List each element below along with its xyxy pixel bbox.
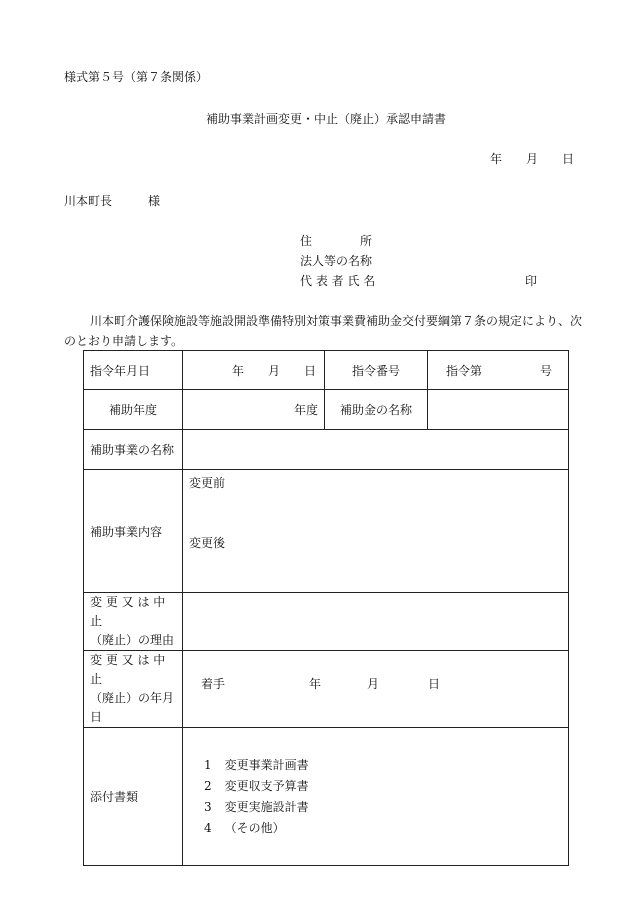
before-change-label: 変更前 [189,476,226,490]
change-reason-label-line2: （廃止）の理由 [90,633,175,647]
address-label: 住 所 [300,234,373,248]
attachment-list [189,755,562,839]
document-title: 補助事業計画変更・中止（廃止）承認申請書 [206,112,447,126]
attachments-label: 添付書類 [84,728,183,866]
attachment-number: 3 [204,799,212,814]
project-name-label: 補助事業の名称 [84,430,183,470]
order-no-label: 指令番号 [325,351,428,390]
after-change-label: 変更後 [189,536,226,550]
row-project-content [84,470,569,593]
change-date-label-line1: 変 更 又 は 中 止 [90,653,166,686]
project-content-label: 補助事業内容 [84,470,183,593]
intro-line-2: のとおり申請します。 [64,334,184,348]
intro-line-1: 川本町介護保険施設等施設開設準備特別対策事業費補助金交付要綱第７条の規定により、次 [90,314,583,328]
attachment-text: 変更収支予算書 [224,778,309,793]
attachment-text: （その他） [224,820,285,835]
order-date-label: 指令年月日 [84,351,183,390]
order-no-value [428,351,569,390]
subsidy-name-value [428,390,569,430]
application-table [83,350,569,866]
row-order-date [84,351,569,390]
attachment-text: 変更事業計画書 [224,757,309,772]
row-subsidy-year [84,390,569,430]
form-number: 様式第５号（第７条関係） [64,70,209,84]
row-attachments [84,728,569,866]
attachments-value [183,728,569,866]
change-date-label-line2: （廃止）の年月 [90,691,175,705]
change-reason-value [183,593,569,651]
start-day: 日 [428,677,441,691]
change-date-label-line3: 日 [90,710,103,724]
row-project-name [84,430,569,470]
row-change-date [84,651,569,728]
order-no-prefix: 指令第 [446,363,483,378]
change-reason-label-line1: 変 更 又 は 中 止 [90,595,166,628]
row-change-reason [84,593,569,651]
change-reason-label [84,593,183,651]
project-content-value [183,470,569,593]
corp-name-label: 法人等の名称 [300,254,373,268]
seal-mark: 印 [525,274,538,288]
rep-name-label: 代 表 者 氏 名 [300,274,376,288]
attachment-item [204,755,562,776]
change-date-value [183,651,569,728]
subsidy-year-label: 補助年度 [84,390,183,430]
attachment-number: 2 [204,778,212,793]
order-no-suffix: 号 [539,363,552,378]
date-line: 年 月 日 [490,152,575,166]
subsidy-name-label: 補助金の名称 [325,390,428,430]
change-date-label [84,651,183,728]
start-label: 着手 [201,677,226,691]
attachment-item [204,818,562,839]
start-year: 年 [309,677,322,691]
attachment-number: 1 [204,757,212,772]
project-name-value [183,430,569,470]
attachment-item [204,776,562,797]
attachment-text: 変更実施設計書 [224,799,309,814]
addressee: 川本町長 様 [64,194,161,208]
attachment-number: 4 [204,820,212,835]
order-date-value: 年 月 日 [183,351,325,390]
subsidy-year-value: 年度 [183,390,325,430]
start-month: 月 [367,677,380,691]
attachment-item [204,797,562,818]
